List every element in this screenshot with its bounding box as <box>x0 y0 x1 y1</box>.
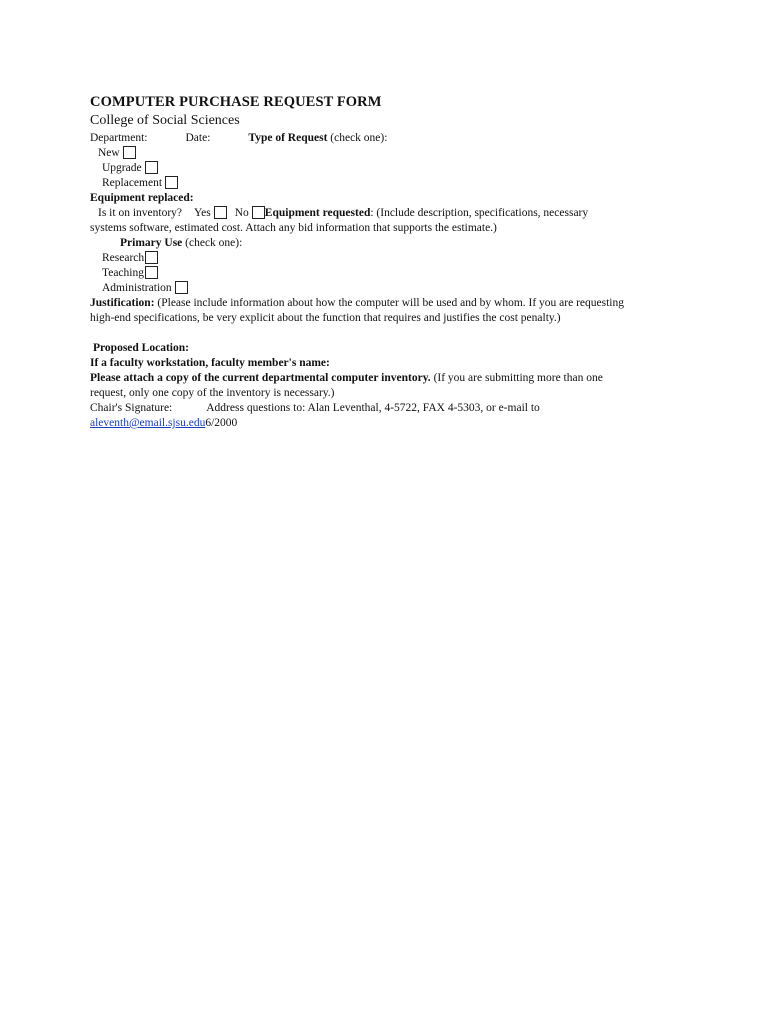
use-option-research <box>90 251 690 266</box>
request-option-replacement <box>90 176 690 191</box>
request-option-upgrade <box>90 161 690 176</box>
inventory-question: Is it on inventory? <box>98 207 182 219</box>
replacement-checkbox[interactable] <box>165 176 178 189</box>
research-checkbox[interactable] <box>145 251 158 264</box>
type-of-request-label: Type of Request <box>248 132 328 144</box>
header-fields-row <box>90 131 690 146</box>
upgrade-checkbox[interactable] <box>145 161 158 174</box>
request-option-new <box>90 146 690 161</box>
option-administration-label: Administration <box>102 282 172 294</box>
primary-use-row <box>90 236 690 251</box>
attach-row <box>90 371 690 386</box>
form-title: COMPUTER PURCHASE REQUEST FORM <box>90 94 382 110</box>
form-page <box>90 92 690 431</box>
date-label: Date: <box>185 132 211 144</box>
option-upgrade-label: Upgrade <box>102 162 142 174</box>
justification-text-2: high-end specifications, be very explicit about the function that requires and justifies the cost penalty.) <box>90 312 561 324</box>
proposed-location-label: Proposed Location: <box>93 342 189 354</box>
faculty-name-label: If a faculty workstation, faculty member's name: <box>90 357 330 369</box>
justification-text: (Please include information about how the computer will be used and by whom. If you are requesting <box>154 297 624 309</box>
equipment-replaced-label: Equipment replaced: <box>90 192 194 204</box>
email-row <box>90 416 690 431</box>
use-option-administration <box>90 281 690 296</box>
option-research-label: Research <box>102 252 145 264</box>
option-new-label: New <box>98 147 120 159</box>
address-questions-text: Address questions to: Alan Leventhal, 4-5722, FAX 4-5303, or e-mail to <box>206 402 540 414</box>
attach-text: (If you are submitting more than one <box>430 372 603 384</box>
administration-checkbox[interactable] <box>175 281 188 294</box>
equipment-requested-text-2: systems software, estimated cost. Attach any bid information that supports the estimate.) <box>90 222 497 234</box>
yes-label: Yes <box>194 207 211 219</box>
yes-checkbox[interactable] <box>214 206 227 219</box>
chair-signature-label: Chair's Signature: <box>90 402 173 414</box>
option-teaching-label: Teaching <box>102 267 144 279</box>
justification-label: Justification: <box>90 297 155 309</box>
revision-date: 6/2000 <box>205 417 238 429</box>
attach-text-2: request, only one copy of the inventory is necessary.) <box>90 387 335 399</box>
no-label: No <box>234 207 249 219</box>
equipment-requested-text: : (Include description, specifications, necessary <box>370 207 589 219</box>
department-label: Department: <box>90 132 148 144</box>
justification-row <box>90 296 690 311</box>
no-checkbox[interactable] <box>252 206 265 219</box>
attach-label: Please attach a copy of the current departmental computer inventory. <box>90 372 431 384</box>
teaching-checkbox[interactable] <box>145 266 158 279</box>
type-of-request-check-one: (check one): <box>327 132 388 144</box>
primary-use-check-one: (check one): <box>182 237 243 249</box>
option-replacement-label: Replacement <box>102 177 163 189</box>
inventory-row <box>90 206 690 221</box>
primary-use-label: Primary Use <box>120 237 183 249</box>
new-checkbox[interactable] <box>123 146 136 159</box>
signature-row <box>90 401 690 416</box>
email-link[interactable]: aleventh@email.sjsu.edu <box>90 417 206 429</box>
college-name: College of Social Sciences <box>90 113 240 128</box>
blank-line <box>90 326 690 341</box>
use-option-teaching <box>90 266 690 281</box>
equipment-requested-label: Equipment requested <box>264 207 371 219</box>
